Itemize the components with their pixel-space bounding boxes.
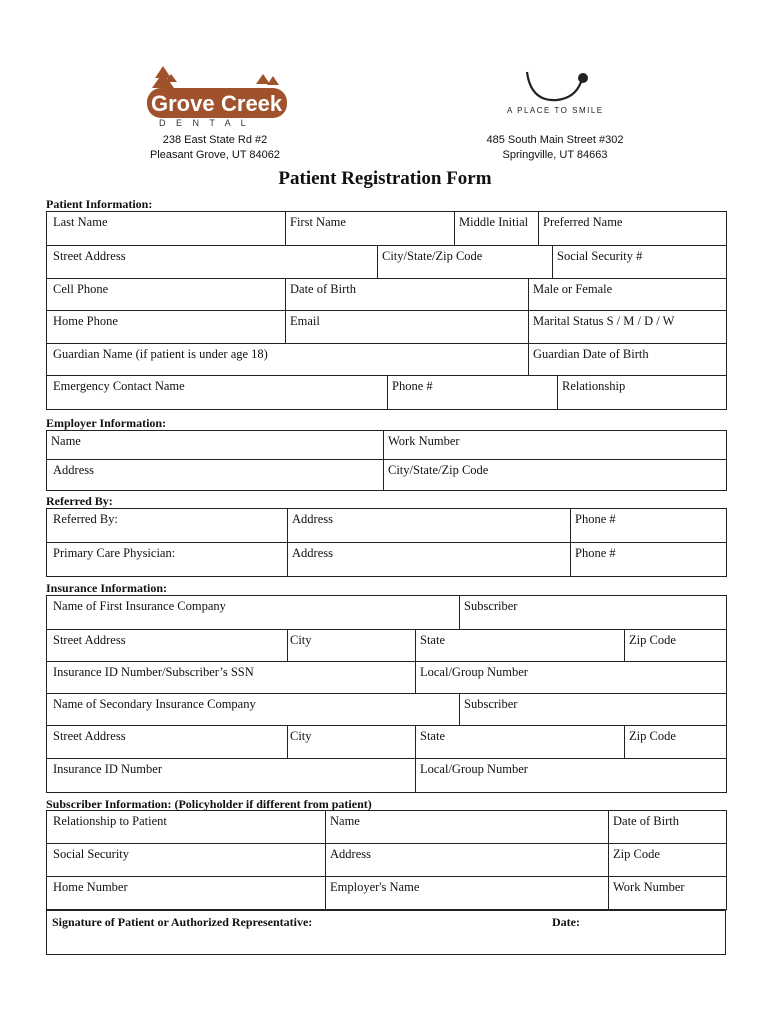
signature-box[interactable] [46,909,726,955]
grove-creek-logo [143,64,291,130]
field-referred-by[interactable]: Referred By: [53,512,118,526]
table-row [47,246,726,279]
referred-by-table [46,508,727,577]
field-home-phone[interactable]: Home Phone [53,314,118,328]
place-to-smile-logo [505,68,615,120]
logo-word-grove: Grove [151,91,215,116]
table-row [47,344,726,376]
table-row [47,596,726,630]
field-last-name[interactable]: Last Name [53,215,108,229]
field-email[interactable]: Email [285,311,528,343]
field-street-address[interactable]: Street Address [53,249,126,263]
field-insurance-state[interactable]: State [415,630,624,661]
field-date-of-birth[interactable]: Date of Birth [285,279,528,310]
field-relationship-to-patient[interactable]: Relationship to Patient [53,814,167,828]
field-insurance-id-ssn[interactable]: Insurance ID Number/Subscriber’s SSN [53,665,254,679]
field-secondary-city[interactable]: City [287,726,415,758]
table-row [47,212,726,246]
field-secondary-street[interactable]: Street Address [53,729,126,743]
field-secondary-state[interactable]: State [415,726,624,758]
field-emergency-contact[interactable]: Emergency Contact Name [53,379,185,393]
field-physician-phone[interactable]: Phone # [570,543,726,576]
field-social-security[interactable]: Social Security # [552,246,726,278]
field-secondary-zip[interactable]: Zip Code [624,726,726,758]
logo-tagline: A PLACE TO SMILE [507,106,604,115]
table-row [47,311,726,344]
field-subscriber-address[interactable]: Address [325,844,608,876]
field-secondary-insurance[interactable]: Name of Secondary Insurance Company [53,697,256,711]
field-middle-initial[interactable]: Middle Initial [454,212,538,245]
field-subscriber-zip[interactable]: Zip Code [608,844,726,876]
field-subscriber-ssn[interactable]: Social Security [53,847,130,861]
field-secondary-subscriber[interactable]: Subscriber [459,694,726,725]
field-secondary-insurance-id[interactable]: Insurance ID Number [53,762,162,776]
field-physician-address[interactable]: Address [287,543,570,576]
field-first-insurance[interactable]: Name of First Insurance Company [53,599,226,613]
field-primary-physician[interactable]: Primary Care Physician: [53,546,176,560]
field-first-subscriber[interactable]: Subscriber [459,596,726,629]
smile-icon [505,68,615,108]
field-cell-phone[interactable]: Cell Phone [53,282,109,296]
logo-word-creek: Creek [221,91,283,116]
table-row [47,662,726,694]
field-subscriber-work-number[interactable]: Work Number [608,877,726,909]
table-row [47,811,726,844]
field-subscriber-employer[interactable]: Employer's Name [325,877,608,909]
table-row [47,431,726,460]
employer-info-table [46,430,727,491]
table-row [47,844,726,877]
table-row [47,376,726,409]
field-work-number[interactable]: Work Number [383,431,726,459]
table-row [47,279,726,311]
field-subscriber-name[interactable]: Name [325,811,608,843]
section-heading-employer: Employer Information: [46,416,167,430]
field-referred-address[interactable]: Address [287,509,570,542]
field-first-name[interactable]: First Name [285,212,454,245]
page-title: Patient Registration Form [278,168,492,189]
office-address-pleasant-grove [120,133,310,163]
field-subscriber-dob[interactable]: Date of Birth [608,811,726,843]
address-line: 238 East State Rd #2 [162,134,268,146]
signature-label: Signature of Patient or Authorized Representative: [52,915,313,929]
field-sex[interactable]: Male or Female [528,279,726,310]
field-employer-city-state-zip[interactable]: City/State/Zip Code [383,460,726,490]
address-line: Pleasant Grove, UT 84062 [149,149,281,161]
field-local-group-number[interactable]: Local/Group Number [415,662,726,693]
address-line: 485 South Main Street #302 [486,134,624,146]
section-heading-patient: Patient Information: [46,197,153,211]
field-employer-name[interactable]: Name [51,434,81,448]
field-guardian-dob[interactable]: Guardian Date of Birth [528,344,726,375]
field-referred-phone[interactable]: Phone # [570,509,726,542]
field-guardian-name[interactable]: Guardian Name (if patient is under age 18) [53,347,268,361]
address-line: Springville, UT 84663 [502,149,608,161]
field-emergency-phone[interactable]: Phone # [387,376,557,409]
field-insurance-street[interactable]: Street Address [53,633,126,647]
table-row [47,460,726,490]
patient-info-table [46,211,727,410]
table-row [47,630,726,662]
field-marital-status[interactable]: Marital Status S / M / D / W [528,311,726,343]
insurance-info-table [46,595,727,793]
field-subscriber-home-number[interactable]: Home Number [53,880,128,894]
logo-subtitle: D E N T A L [159,118,250,128]
table-row [47,877,726,909]
table-row [47,726,726,759]
section-heading-subscriber: Subscriber Information: (Policyholder if different from patient) [46,797,372,811]
section-heading-insurance: Insurance Information: [46,581,168,595]
signature-date-label: Date: [552,915,580,929]
field-relationship[interactable]: Relationship [557,376,726,409]
field-city-state-zip[interactable]: City/State/Zip Code [377,246,552,278]
table-row [47,509,726,543]
field-secondary-group-number[interactable]: Local/Group Number [415,759,726,792]
field-preferred-name[interactable]: Preferred Name [538,212,726,245]
table-row [47,694,726,726]
section-heading-referred: Referred By: [46,494,113,508]
table-row [47,759,726,792]
field-insurance-city[interactable]: City [287,630,415,661]
subscriber-info-table [46,810,727,910]
field-employer-address[interactable]: Address [53,463,94,477]
office-address-springville [455,133,655,163]
field-insurance-zip[interactable]: Zip Code [624,630,726,661]
table-row [47,543,726,576]
